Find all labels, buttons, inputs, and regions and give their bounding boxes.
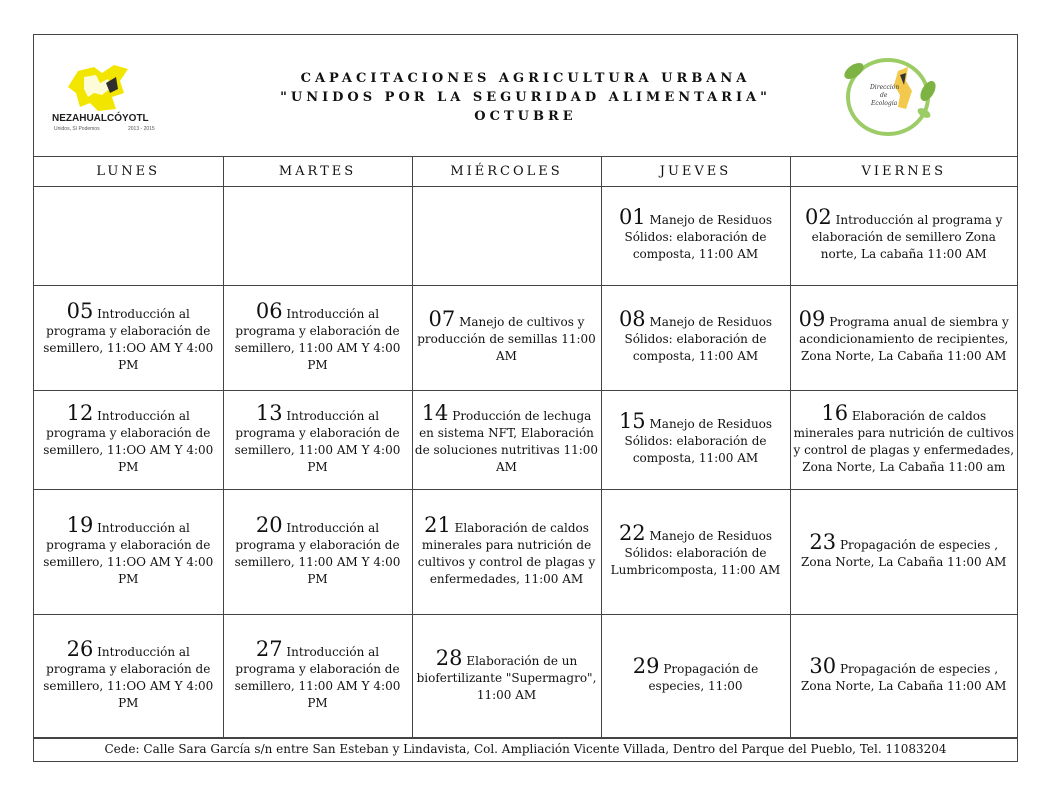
- day-cell: [601, 391, 790, 490]
- day-number: 05: [66, 298, 94, 323]
- event-text: Programa anual de siembra y acondicionamiento de recipientes, Zona Norte, La Cabaña 11:00 AM: [799, 315, 1009, 363]
- day-number: 14: [421, 400, 449, 425]
- event-text: Introducción al programa y elaboración de semillero Zona norte, La cabaña 11:00 AM: [811, 213, 1003, 261]
- title-line-3: OCTUBRE: [474, 109, 577, 124]
- event-text: Introducción al programa y elaboración de semillero, 11:00 AM Y 4:00 PM: [234, 408, 401, 474]
- day-cell: [601, 615, 790, 739]
- weekday-tuesday: MARTES: [223, 157, 412, 187]
- calendar-header: [34, 35, 1017, 157]
- title-line-2: "UNIDOS POR LA SEGURIDAD ALIMENTARIA": [280, 90, 771, 105]
- day-cell: [34, 490, 223, 615]
- day-cell: [223, 391, 412, 490]
- day-number: 02: [805, 205, 832, 229]
- event-text: Manejo de cultivos y producción de semillas 11:00 AM: [417, 315, 596, 363]
- event-text: Propagación de especies , Zona Norte, La Cabaña 11:00 AM: [801, 662, 1007, 693]
- day-cell: [34, 615, 223, 739]
- logo-left-text: NEZAHUALCÓYOTL: [52, 113, 149, 124]
- day-cell: [790, 187, 1017, 286]
- day-cell: [223, 615, 412, 739]
- day-cell: [601, 187, 790, 286]
- weekday-monday: LUNES: [34, 157, 223, 187]
- day-cell: [34, 391, 223, 490]
- event-text: Introducción al programa y elaboración de semillero, 11:OO AM Y 4:00 PM: [43, 520, 214, 586]
- day-number: 22: [618, 521, 646, 545]
- day-cell: [412, 286, 601, 391]
- day-cell: [601, 490, 790, 615]
- event-text: Introducción al programa y elaboración de semillero, 11:OO AM Y 4:00 PM: [43, 408, 214, 474]
- event-text: Propagación de especies , Zona Norte, La Cabaña 11:00 AM: [801, 537, 1007, 569]
- day-cell: [223, 187, 412, 286]
- day-cell: [412, 615, 601, 739]
- event-text: Propagación de especies, 11:00: [648, 662, 759, 693]
- logo-right-line-2: de: [880, 92, 888, 99]
- day-number: 12: [66, 400, 94, 425]
- day-number: 13: [255, 400, 283, 425]
- event-text: Introducción al programa y elaboración de semillero, 11:00 AM Y 4:00 PM: [234, 520, 401, 586]
- event-text: Manejo de Residuos Sólidos: elaboración de composta, 11:00 AM: [624, 315, 773, 363]
- week-row: [34, 490, 1017, 615]
- event-text: Elaboración de caldos minerales para nutrición de cultivos y control de plagas y enfermedades, 11:00 AM: [417, 520, 596, 586]
- day-cell: [34, 286, 223, 391]
- weekday-header-row: [34, 157, 1017, 187]
- day-number: 23: [809, 529, 837, 554]
- day-cell: [412, 490, 601, 615]
- event-text: Introducción al programa y elaboración de semillero, 11:OO AM Y 4:00 PM: [43, 645, 214, 710]
- day-number: 28: [435, 645, 463, 670]
- logo-left-tagline: Unidos, Sí Podemos: [54, 126, 100, 132]
- day-number: 30: [809, 654, 837, 678]
- logo-right-line-3: Ecología: [871, 100, 898, 107]
- title-line-1: CAPACITACIONES AGRICULTURA URBANA: [300, 71, 751, 86]
- day-cell: [790, 286, 1017, 391]
- day-number: 16: [821, 400, 849, 425]
- calendar-table: [34, 157, 1017, 739]
- day-number: 27: [255, 637, 283, 661]
- day-cell: [790, 615, 1017, 739]
- event-text: Introducción al programa y elaboración de semillero, 11:00 AM Y 4:00 PM: [234, 306, 401, 372]
- event-text: Introducción al programa y elaboración de semillero, 11:OO AM Y 4:00 PM: [43, 306, 214, 372]
- day-number: 29: [632, 654, 660, 678]
- weekday-wednesday: MIÉRCOLES: [412, 157, 601, 187]
- day-cell: [412, 391, 601, 490]
- week-row: [34, 286, 1017, 391]
- day-cell: [223, 286, 412, 391]
- week-row: [34, 615, 1017, 739]
- day-number: 21: [424, 512, 451, 537]
- day-cell: [412, 187, 601, 286]
- weekday-friday: VIERNES: [790, 157, 1017, 187]
- event-text: Producción de lechuga en sistema NFT, Elaboración de soluciones nutritivas 11:00 AM: [414, 408, 599, 474]
- day-number: 15: [618, 409, 646, 433]
- day-number: 06: [255, 298, 283, 323]
- day-cell: [790, 391, 1017, 490]
- day-number: 19: [66, 512, 94, 537]
- week-row: [34, 187, 1017, 286]
- weekday-thursday: JUEVES: [601, 157, 790, 187]
- day-cell: [601, 286, 790, 391]
- day-number: 09: [798, 307, 826, 331]
- day-number: 07: [428, 307, 456, 331]
- day-cell: [790, 490, 1017, 615]
- day-number: 01: [618, 205, 646, 229]
- day-number: 08: [618, 307, 646, 331]
- day-cell: [223, 490, 412, 615]
- event-text: Manejo de Residuos Sólidos: elaboración de composta, 11:00 AM: [624, 417, 773, 465]
- direccion-ecologia-logo: [836, 51, 946, 139]
- logo-right-line-1: Dirección: [870, 84, 900, 91]
- day-cell: [34, 187, 223, 286]
- day-number: 20: [255, 512, 283, 537]
- footer-address: Cede: Calle Sara García s/n entre San Esteban y Lindavista, Col. Ampliación Vicente Villada, Dentro del Parque del Pueblo, Tel. 11083204: [34, 737, 1017, 761]
- calendar-frame: [33, 34, 1018, 762]
- event-text: Elaboración de un biofertilizante "Supermagro", 11:00 AM: [416, 653, 597, 702]
- event-text: Elaboración de caldos minerales para nutrición de cultivos y control de plagas y enfermedades, Zona Norte, La Cabaña 11:00 am: [793, 408, 1015, 474]
- day-number: 26: [66, 637, 94, 661]
- logo-left-years: 2013 - 2015: [128, 126, 155, 132]
- event-text: Manejo de Residuos Sólidos: elaboración de composta, 11:00 AM: [624, 213, 773, 261]
- event-text: Manejo de Residuos Sólidos: elaboración de Lumbricomposta, 11:00 AM: [610, 529, 781, 577]
- week-row: [34, 391, 1017, 490]
- event-text: Introducción al programa y elaboración de semillero, 11:00 AM Y 4:00 PM: [234, 645, 401, 710]
